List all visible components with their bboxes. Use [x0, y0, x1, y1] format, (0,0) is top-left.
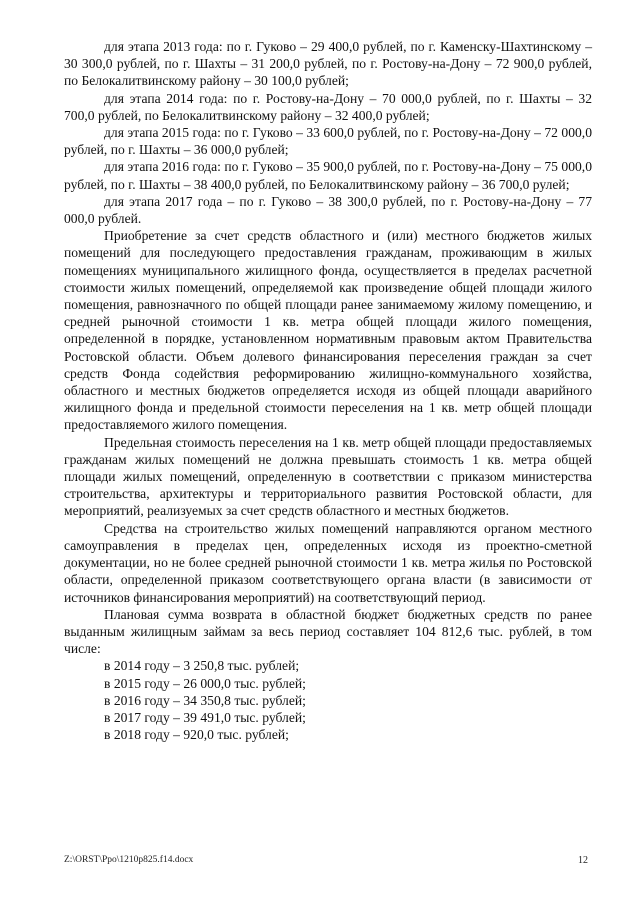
list-item: в 2016 году – 34 350,8 тыс. рублей; [104, 692, 306, 708]
paragraph-stage-2013: для этапа 2013 года: по г. Гуково – 29 400,0 рублей, по г. Каменску-Шахтинскому – 30 300,0 рублей, по г. Шахты – 31 200,0 рублей, по г. Ростову-на-Дону – 72 900,0 рублей, по Белокалитвинскому району – 30 100,0 рублей; [64, 39, 592, 89]
page-number: 12 [578, 855, 588, 866]
return-by-year-list [64, 657, 592, 743]
paragraph-construction-funds: Средства на строительство жилых помещений направляются органом местного самоуправления в пределах цен, определенных исходя из проектно-сметной документации, но не более средней рыночной стоимости 1 кв. метра жилья по Ростовской области, определенной приказом соответствующего органа власти (в зависимости от источников финансирования мероприятий) на соответствующий период. [64, 520, 592, 605]
paragraph-limit-cost: Предельная стоимость переселения на 1 кв. метр общей площади предоставляемых гражданам жилых помещений не должна превышать стоимость 1 кв. метра общей площади жилых помещений, определенную в соответствии с приказом министерства строительства, архитектуры и территориального развития Ростовской области, для мероприятий, реализуемых за счет средств областного и местных бюджетов. [64, 434, 592, 519]
paragraph-stage-2015: для этапа 2015 года: по г. Гуково – 33 600,0 рублей, по г. Ростову-на-Дону – 72 000,0 рублей, по г. Шахты – 36 000,0 рублей; [64, 125, 592, 158]
list-item: в 2018 году – 920,0 тыс. рублей; [104, 727, 289, 743]
list-item: в 2014 году – 3 250,8 тыс. рублей; [104, 658, 300, 674]
list-item: в 2015 году – 26 000,0 тыс. рублей; [104, 675, 306, 691]
list-item: в 2017 году – 39 491,0 тыс. рублей; [104, 709, 306, 725]
document-body [64, 38, 592, 743]
paragraph-acquisition: Приобретение за счет средств областного и (или) местного бюджетов жилых помещений для последующего предоставления гражданам, проживающим в жилых помещениях муниципального жилищного фонда, осуществляется в пределах расчетной стоимости жилых помещений, определяемой как произведение общей площади жилого помещения, равнозначного по общей площади ранее занимаемому жилому помещению, и средней рыночной стоимости 1 кв. метра общей площади жилого помещения, определенной в порядке, установленном нормативным правовым актом Правительства Ростовской области. Объем долевого финансирования переселения граждан за счет средств Фонда содействия реформированию жилищно-коммунального хозяйства, областного и местных бюджетов определяется исходя из общей площади аварийного жилищного фонда и предельной стоимости переселения на 1 кв. метр общей площади предоставляемого жилого помещения. [64, 228, 592, 433]
paragraph-planned-return: Плановая сумма возврата в областной бюджет бюджетных средств по ранее выданным жилищным займам за весь период составляет 104 812,6 тыс. рублей, в том числе: [64, 606, 592, 657]
paragraph-stage-2016: для этапа 2016 года: по г. Гуково – 35 900,0 рублей, по г. Ростову-на-Дону – 75 000,0 рублей, по г. Шахты – 38 400,0 рублей, по Белокалитвинскому району – 36 700,0 рулей; [64, 159, 592, 192]
paragraph-stage-2014: для этапа 2014 года: по г. Ростову-на-Дону – 70 000,0 рублей, по г. Шахты – 32 700,0 рублей, по Белокалитвинскому району – 32 400,0 рублей; [64, 90, 592, 123]
footer-file-path: Z:\ORST\Ppo\1210p825.f14.docx [64, 855, 194, 865]
paragraph-stage-2017: для этапа 2017 года – по г. Гуково – 38 300,0 рублей, по г. Ростову-на-Дону – 77 000,0 рублей. [64, 193, 592, 227]
